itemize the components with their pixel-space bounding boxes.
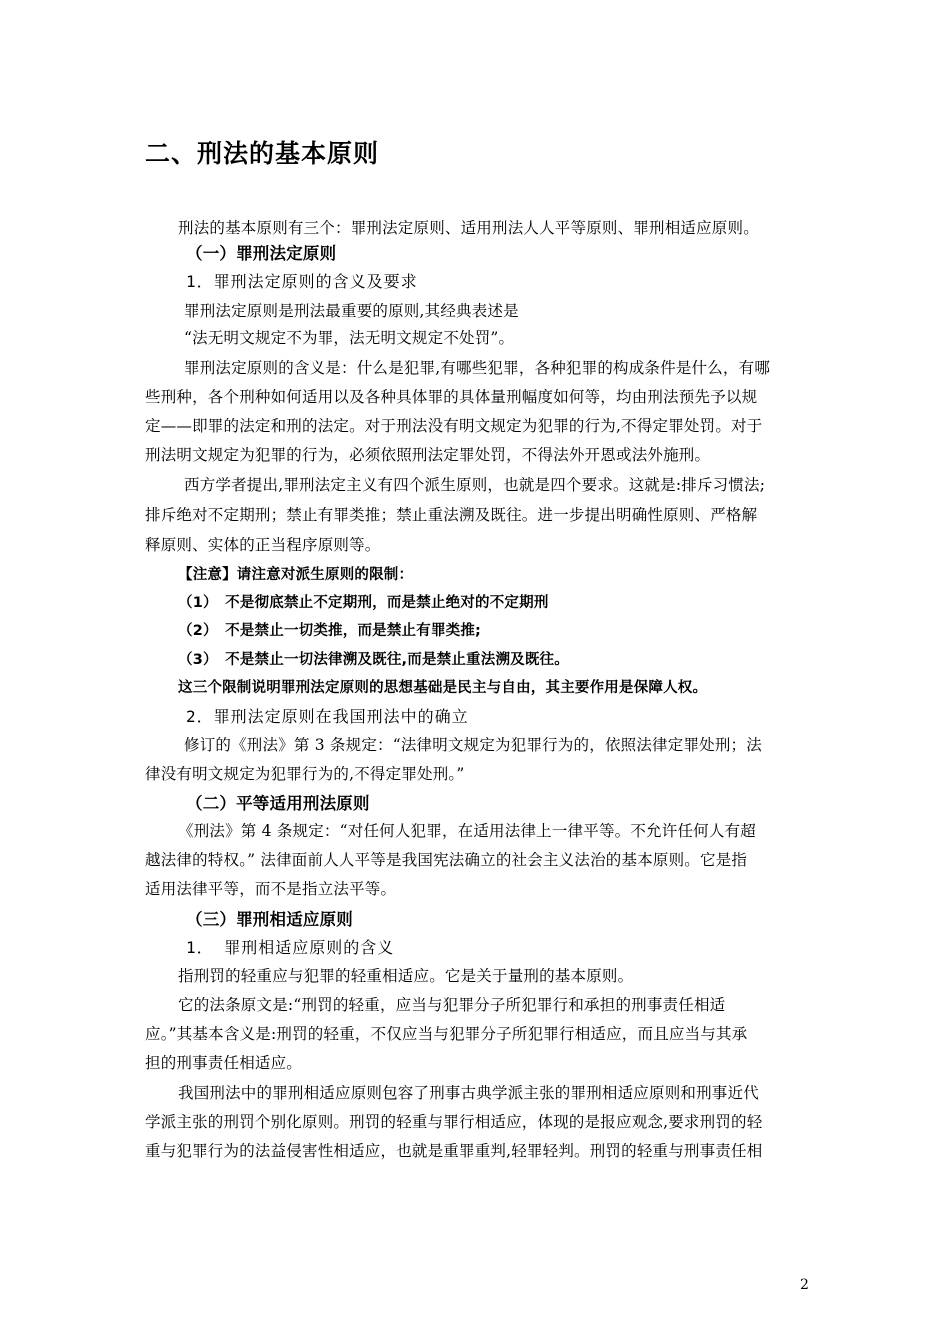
page-number: 2 bbox=[800, 1277, 809, 1293]
paragraph-line: 罪刑法定原则的含义是：什么是犯罪,有哪些犯罪，各种犯罪的构成条件是什么，有哪 bbox=[184, 359, 771, 377]
section-heading: 二、刑法的基本原则 bbox=[145, 139, 380, 168]
subsection-title-3: （三）罪刑相适应原则 bbox=[186, 910, 353, 929]
paragraph-line: 排斥绝对不定期刑；禁止有罪类推；禁止重法溯及既往。进一步提出明确性原则、严格解 bbox=[145, 506, 758, 524]
paragraph-line: 担的刑事责任相适应。 bbox=[145, 1054, 303, 1072]
paragraph-line: 它的法条原文是:“刑罚的轻重，应当与犯罪分子所犯罪行和承担的刑事责任相适 bbox=[178, 996, 726, 1014]
paragraph-line: 《刑法》第 4 条规定：“对任何人犯罪，在适用法律上一律平等。不允许任何人有超 bbox=[178, 822, 756, 840]
paragraph-line: 重与犯罪行为的法益侵害性相适应，也就是重罪重判,轻罪轻判。刑罚的轻重与刑事责任相 bbox=[145, 1142, 763, 1160]
paragraph-line: 释原则、实体的正当程序原则等。 bbox=[145, 536, 381, 554]
note-item: （2） 不是禁止一切类推，而是禁止有罪类推; bbox=[178, 623, 482, 639]
paragraph-line: 适用法律平等，而不是指立法平等。 bbox=[145, 880, 397, 898]
subsection-title-2: （二）平等适用刑法原则 bbox=[186, 794, 370, 813]
paragraph-line: 应。”其基本含义是:刑罚的轻重，不仅应当与犯罪分子所犯罪行相适应，而且应当与其承 bbox=[145, 1025, 748, 1043]
note-item: （3） 不是禁止一切法律溯及既往,而是禁止重法溯及既往。 bbox=[178, 652, 569, 668]
note-summary: 这三个限制说明罪刑法定原则的思想基础是民主与自由，其主要作用是保障人权。 bbox=[178, 680, 708, 696]
note-item: （1） 不是彻底禁止不定期刑，而是禁止绝对的不定期刑 bbox=[178, 595, 549, 611]
paragraph-line: 定——即罪的法定和刑的法定。对于刑法没有明文规定为犯罪的行为,不得定罪处罚。对于 bbox=[145, 417, 763, 435]
note-title: 【注意】请注意对派生原则的限制： bbox=[178, 567, 414, 583]
subheading-1-1: 1．罪刑法定原则的含义及要求 bbox=[186, 272, 418, 291]
paragraph-line: 我国刑法中的罪刑相适应原则包容了刑事古典学派主张的罪刑相适应原则和刑事近代 bbox=[178, 1084, 759, 1102]
subsection-title-1: （一）罪刑法定原则 bbox=[186, 244, 337, 263]
paragraph-line: 律没有明文规定为犯罪行为的,不得定罪处刑。” bbox=[145, 765, 465, 783]
paragraph-line: 些刑种，各个刑种如何适用以及各种具体罪的具体量刑幅度如何等，均由刑法预先予以规 bbox=[145, 388, 758, 406]
paragraph-line: 刑法明文规定为犯罪的行为，必须依照刑法定罪处罚，不得法外开恩或法外施刑。 bbox=[145, 446, 711, 464]
paragraph-line: 越法律的特权。” 法律面前人人平等是我国宪法确立的社会主义法治的基本原则。它是指 bbox=[145, 851, 748, 869]
subheading-1-2: 2．罪刑法定原则在我国刑法中的确立 bbox=[186, 707, 469, 726]
paragraph-line: 西方学者提出,罪刑法定主义有四个派生原则，也就是四个要求。这就是:排斥习惯法; bbox=[184, 476, 766, 494]
paragraph-line: “法无明文规定不为罪，法无明文规定不处罚”。 bbox=[184, 329, 515, 347]
paragraph-line: 指刑罚的轻重应与犯罪的轻重相适应。它是关于量刑的基本原则。 bbox=[178, 967, 634, 985]
paragraph-line: 修订的《刑法》第 3 条规定：“法律明文规定为犯罪行为的，依照法律定罪处刑；法 bbox=[184, 736, 762, 754]
subheading-3-1: 1． 罪刑相适应原则的含义 bbox=[186, 938, 395, 957]
paragraph-line: 罪刑法定原则是刑法最重要的原则,其经典表述是 bbox=[184, 302, 519, 320]
intro-paragraph: 刑法的基本原则有三个：罪刑法定原则、适用刑法人人平等原则、罪刑相适应原则。 bbox=[178, 219, 759, 237]
paragraph-line: 学派主张的刑罚个别化原则。刑罚的轻重与罪行相适应，体现的是报应观念,要求刑罚的轻 bbox=[145, 1113, 763, 1131]
